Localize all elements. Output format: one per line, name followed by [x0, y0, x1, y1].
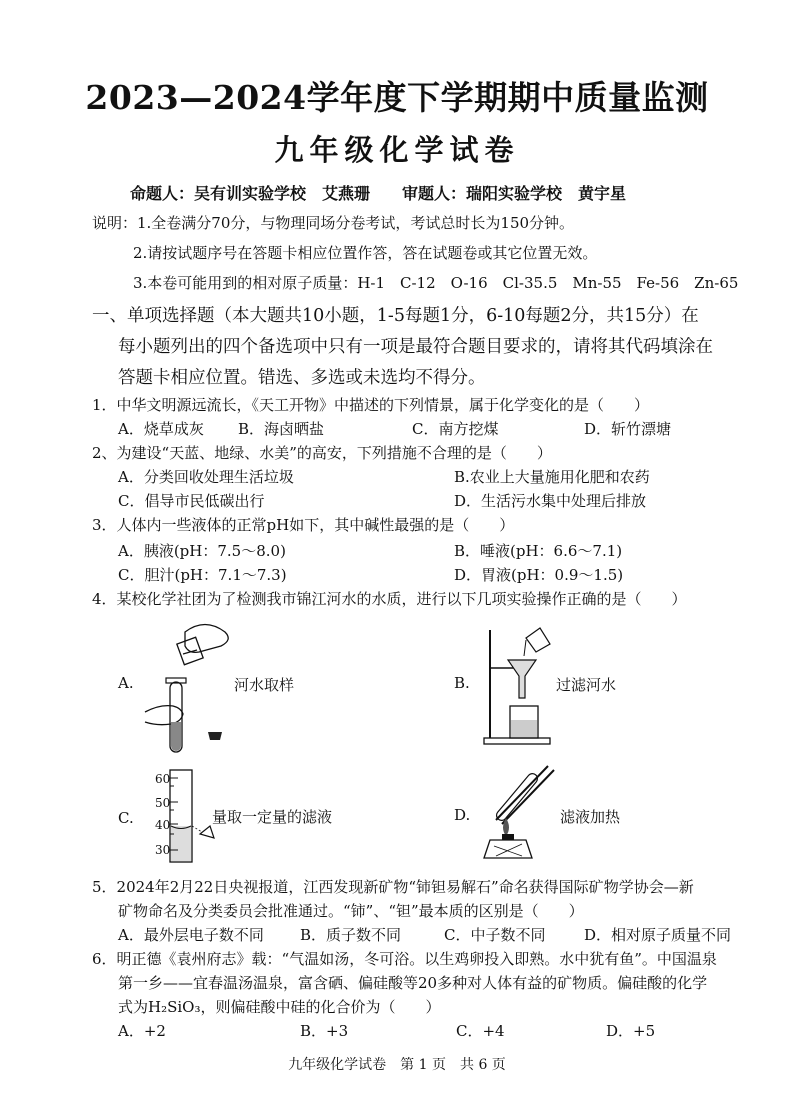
q6-option-c: C．+4 — [456, 1022, 505, 1040]
exam-subtitle: 九年级化学试卷 — [274, 133, 520, 167]
q3-option-b: B．唾液(pH：6.6～7.1) — [454, 542, 623, 560]
q5-option-d: D．相对原子质量不同 — [584, 926, 732, 944]
note-3: 3.本卷可能用到的相对原子质量：H-1 C-12 O-16 Cl-35.5 Mn-55 Fe-56 Zn-65 — [133, 274, 739, 292]
tick-label-60: 60 — [155, 772, 171, 786]
q2-stem: 2、为建设“天蓝、地绿、水美”的高安，下列措施不合理的是（ ） — [92, 444, 552, 462]
q2-option-b: B.农业上大量施用化肥和农药 — [454, 468, 650, 486]
q6-option-d: D．+5 — [606, 1022, 656, 1040]
q1-option-b: B．海卤晒盐 — [238, 420, 325, 438]
graduated-cylinder-illustration — [140, 768, 220, 866]
q5-line1: 5．2024年2月22日央视报道，江西发现新矿物“铈钽易解石”命名获得国际矿物学协会—新 — [92, 878, 694, 896]
q1-option-a: A．烧草成灰 — [118, 420, 204, 438]
sampling-illustration — [140, 612, 240, 757]
q4-option-d-text: 滤液加热 — [560, 808, 621, 826]
q6-line2: 第一乡——宜春温汤温泉，富含硒、偏硅酸等20多种对人体有益的矿物质。偏硅酸的化学 — [118, 974, 708, 992]
section1-line3: 答题卡相应位置。错选、多选或未选均不得分。 — [118, 368, 486, 388]
tick-label-30: 30 — [155, 843, 171, 857]
q6-option-a: A．+2 — [118, 1022, 166, 1040]
q2-option-a: A．分类回收处理生活垃圾 — [118, 468, 294, 486]
q4-option-c-letter: C. — [118, 809, 134, 827]
q4-option-a-text: 河水取样 — [234, 676, 295, 694]
note-1: 说明：1.全卷满分70分，与物理同场分卷考试，考试总时长为150分钟。 — [92, 214, 575, 232]
q3-option-a: A．胰液(pH：7.5～8.0) — [118, 542, 286, 560]
filtration-illustration — [476, 620, 556, 750]
note-2: 2.请按试题序号在答题卡相应位置作答，答在试题卷或其它位置无效。 — [133, 244, 598, 262]
q5-option-b: B．质子数不同 — [300, 926, 402, 944]
page-footer: 九年级化学试卷 第 1 页 共 6 页 — [288, 1057, 506, 1073]
q4-option-c-text: 量取一定量的滤液 — [212, 808, 333, 826]
q6-option-b: B．+3 — [300, 1022, 349, 1040]
q4-option-b-text: 过滤河水 — [556, 676, 617, 694]
q4-option-d-letter: D. — [454, 806, 471, 824]
q4-option-b-letter: B. — [454, 674, 470, 692]
q2-option-d: D．生活污水集中处理后排放 — [454, 492, 647, 510]
q6-line3: 式为H₂SiO₃，则偏硅酸中硅的化合价为（ ） — [118, 998, 441, 1016]
q1-option-d: D．斩竹漂塘 — [584, 420, 672, 438]
q3-option-c: C．胆汁(pH：7.1～7.3) — [118, 566, 287, 584]
q5-option-c: C．中子数不同 — [444, 926, 546, 944]
tick-label-50: 50 — [155, 796, 171, 810]
q5-option-a: A．最外层电子数不同 — [118, 926, 264, 944]
section1-line1: 一、单项选择题（本大题共10小题，1-5每题1分，6-10每题2分，共15分）在 — [92, 306, 699, 326]
authors-line: 命题人：吴有训实验学校 艾燕珊 审题人：瑞阳实验学校 黄宇星 — [130, 184, 627, 203]
q6-line1: 6．明正德《袁州府志》载：“气温如汤，冬可浴。以生鸡卵投入即熟。水中犹有鱼”。中国温泉 — [92, 950, 717, 968]
q4-option-a-letter: A. — [118, 674, 134, 692]
q5-line2: 矿物命名及分类委员会批准通过。“铈”、“钽”最本质的区别是（ ） — [118, 902, 584, 920]
section1-line2: 每小题列出的四个备选项中只有一项是最符合题目要求的，请将其代码填涂在 — [118, 337, 713, 357]
heating-illustration — [476, 758, 560, 862]
q4-stem: 4．某校化学社团为了检测我市锦江河水的水质，进行以下几项实验操作正确的是（ ） — [92, 590, 687, 608]
q1-option-c: C．南方挖煤 — [412, 420, 499, 438]
q3-stem: 3．人体内一些液体的正常pH如下，其中碱性最强的是（ ） — [92, 516, 515, 534]
exam-title: 2023—2024学年度下学期期中质量监测 — [85, 78, 709, 117]
q3-option-d: D．胃液(pH：0.9～1.5) — [454, 566, 624, 584]
q2-option-c: C．倡导市民低碳出行 — [118, 492, 265, 510]
tick-label-40: 40 — [155, 818, 171, 832]
q1-stem: 1．中华文明源远流长，《天工开物》中描述的下列情景，属于化学变化的是（ ） — [92, 396, 650, 414]
